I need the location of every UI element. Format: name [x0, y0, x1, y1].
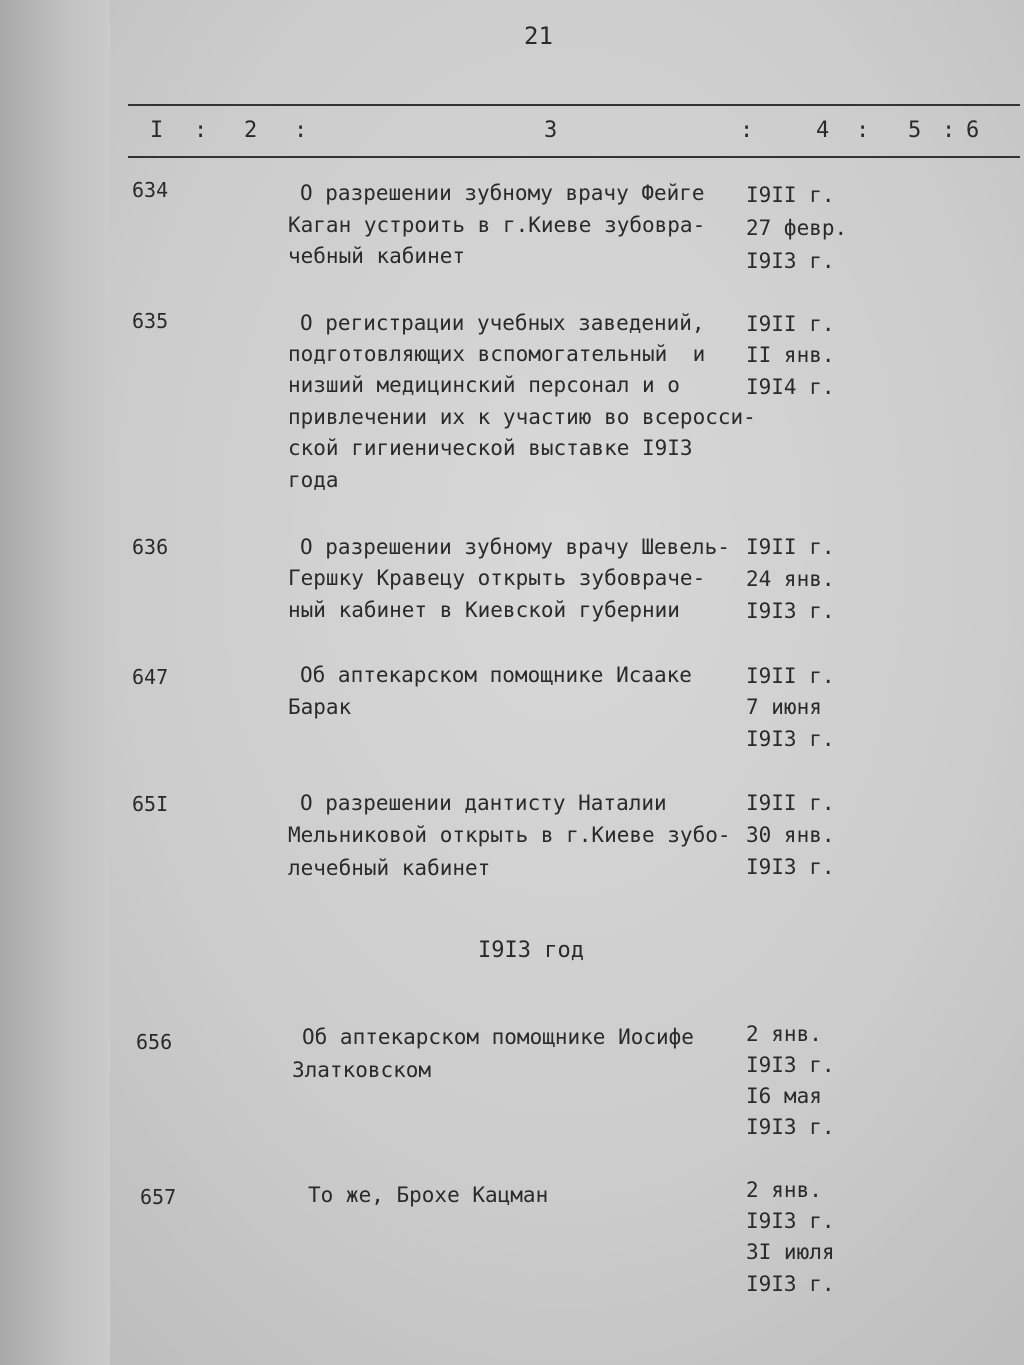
entry-date-line: I9I3 г.: [746, 855, 835, 879]
entry-text-line: лечебный кабинет: [288, 856, 491, 880]
entry-text-line: ный кабинет в Киевской губернии: [288, 598, 680, 622]
entry-date-line: I9I4 г.: [746, 375, 835, 399]
entry-date-line: I9I3 г.: [746, 727, 835, 751]
entry-number: 65I: [132, 792, 169, 816]
year-heading: I9I3 год: [478, 938, 584, 963]
entry-text-line: Об аптекарском помощнике Исааке: [300, 663, 692, 687]
entry-text-line: О разрешении зубному врачу Шевель-: [300, 535, 730, 559]
entry-date-line: I9II г.: [746, 535, 835, 559]
entry-text-line: года: [288, 468, 339, 492]
entry-date-line: I9II г.: [746, 664, 835, 688]
entry-text-line: Мельниковой открыть в г.Киеве зубо-: [288, 823, 731, 847]
binding-edge: [0, 0, 110, 1365]
entry-number: 636: [132, 535, 169, 559]
entry-date-line: I9II г.: [746, 791, 835, 815]
entry-text-line: привлечении их к участию во всеросси-: [288, 405, 756, 429]
entry-text-line: подготовляющих вспомогательный и: [288, 342, 706, 366]
header-rule-top: [128, 104, 1020, 106]
entry-text-line: О регистрации учебных заведений,: [300, 311, 705, 335]
entry-text-line: чебный кабинет: [288, 244, 466, 268]
entry-date-line: I9I3 г.: [746, 249, 835, 273]
entry-date-line: 24 янв.: [746, 567, 835, 591]
entry-date-line: I9I3 г.: [746, 1272, 835, 1296]
column-header-5: 5: [908, 118, 922, 143]
entry-text-line: Барак: [288, 695, 352, 719]
column-separator: :: [294, 118, 308, 143]
column-separator: :: [194, 118, 208, 143]
entry-number: 634: [132, 178, 169, 202]
entry-number: 647: [132, 665, 169, 689]
entry-text-line: ской гигиенической выставке I9I3: [288, 436, 693, 460]
entry-date-line: 7 июня: [746, 695, 822, 719]
entry-text-line: О разрешении зубному врачу Фейге: [300, 181, 705, 205]
column-separator: :: [942, 118, 956, 143]
column-separator: :: [740, 118, 754, 143]
entry-text-line: Гершку Кравецу открыть зубовраче-: [288, 566, 706, 590]
entry-date-line: I6 мая: [746, 1084, 822, 1108]
entry-text-line: Каган устроить в г.Киеве зубовра-: [288, 213, 706, 237]
entry-date-line: I9I3 г.: [746, 1209, 835, 1233]
header-rule-bottom: [128, 156, 1020, 158]
entry-text-line: Об аптекарском помощнике Иосифе: [302, 1025, 694, 1049]
entry-date-line: 27 февр.: [746, 216, 848, 240]
entry-date-line: I9I3 г.: [746, 599, 835, 623]
column-header-2: 2: [244, 118, 258, 143]
entry-number: 657: [140, 1185, 177, 1209]
entry-date-line: 30 янв.: [746, 823, 835, 847]
column-header-1: I: [150, 118, 164, 143]
column-header-6: 6: [966, 118, 980, 143]
entry-number: 656: [136, 1030, 173, 1054]
entry-date-line: I9I3 г.: [746, 1053, 835, 1077]
entry-date-line: 2 янв.: [746, 1022, 822, 1046]
page-number: 21: [524, 22, 553, 50]
entry-text-line: низший медицинский персонал и о: [288, 373, 680, 397]
entry-date-line: I9II г.: [746, 183, 835, 207]
entry-date-line: II янв.: [746, 343, 835, 367]
column-separator: :: [856, 118, 870, 143]
column-header-3: 3: [544, 118, 558, 143]
entry-text-line: То же, Брохе Кацман: [308, 1183, 549, 1207]
entry-date-line: 2 янв.: [746, 1178, 822, 1202]
entry-date-line: 3I июля: [746, 1240, 835, 1264]
entry-text-line: О разрешении дантисту Наталии: [300, 791, 667, 815]
entry-text-line: Златковском: [292, 1058, 432, 1082]
entry-number: 635: [132, 309, 169, 333]
entry-date-line: I9I3 г.: [746, 1115, 835, 1139]
entry-date-line: I9II г.: [746, 312, 835, 336]
column-header-4: 4: [816, 118, 830, 143]
